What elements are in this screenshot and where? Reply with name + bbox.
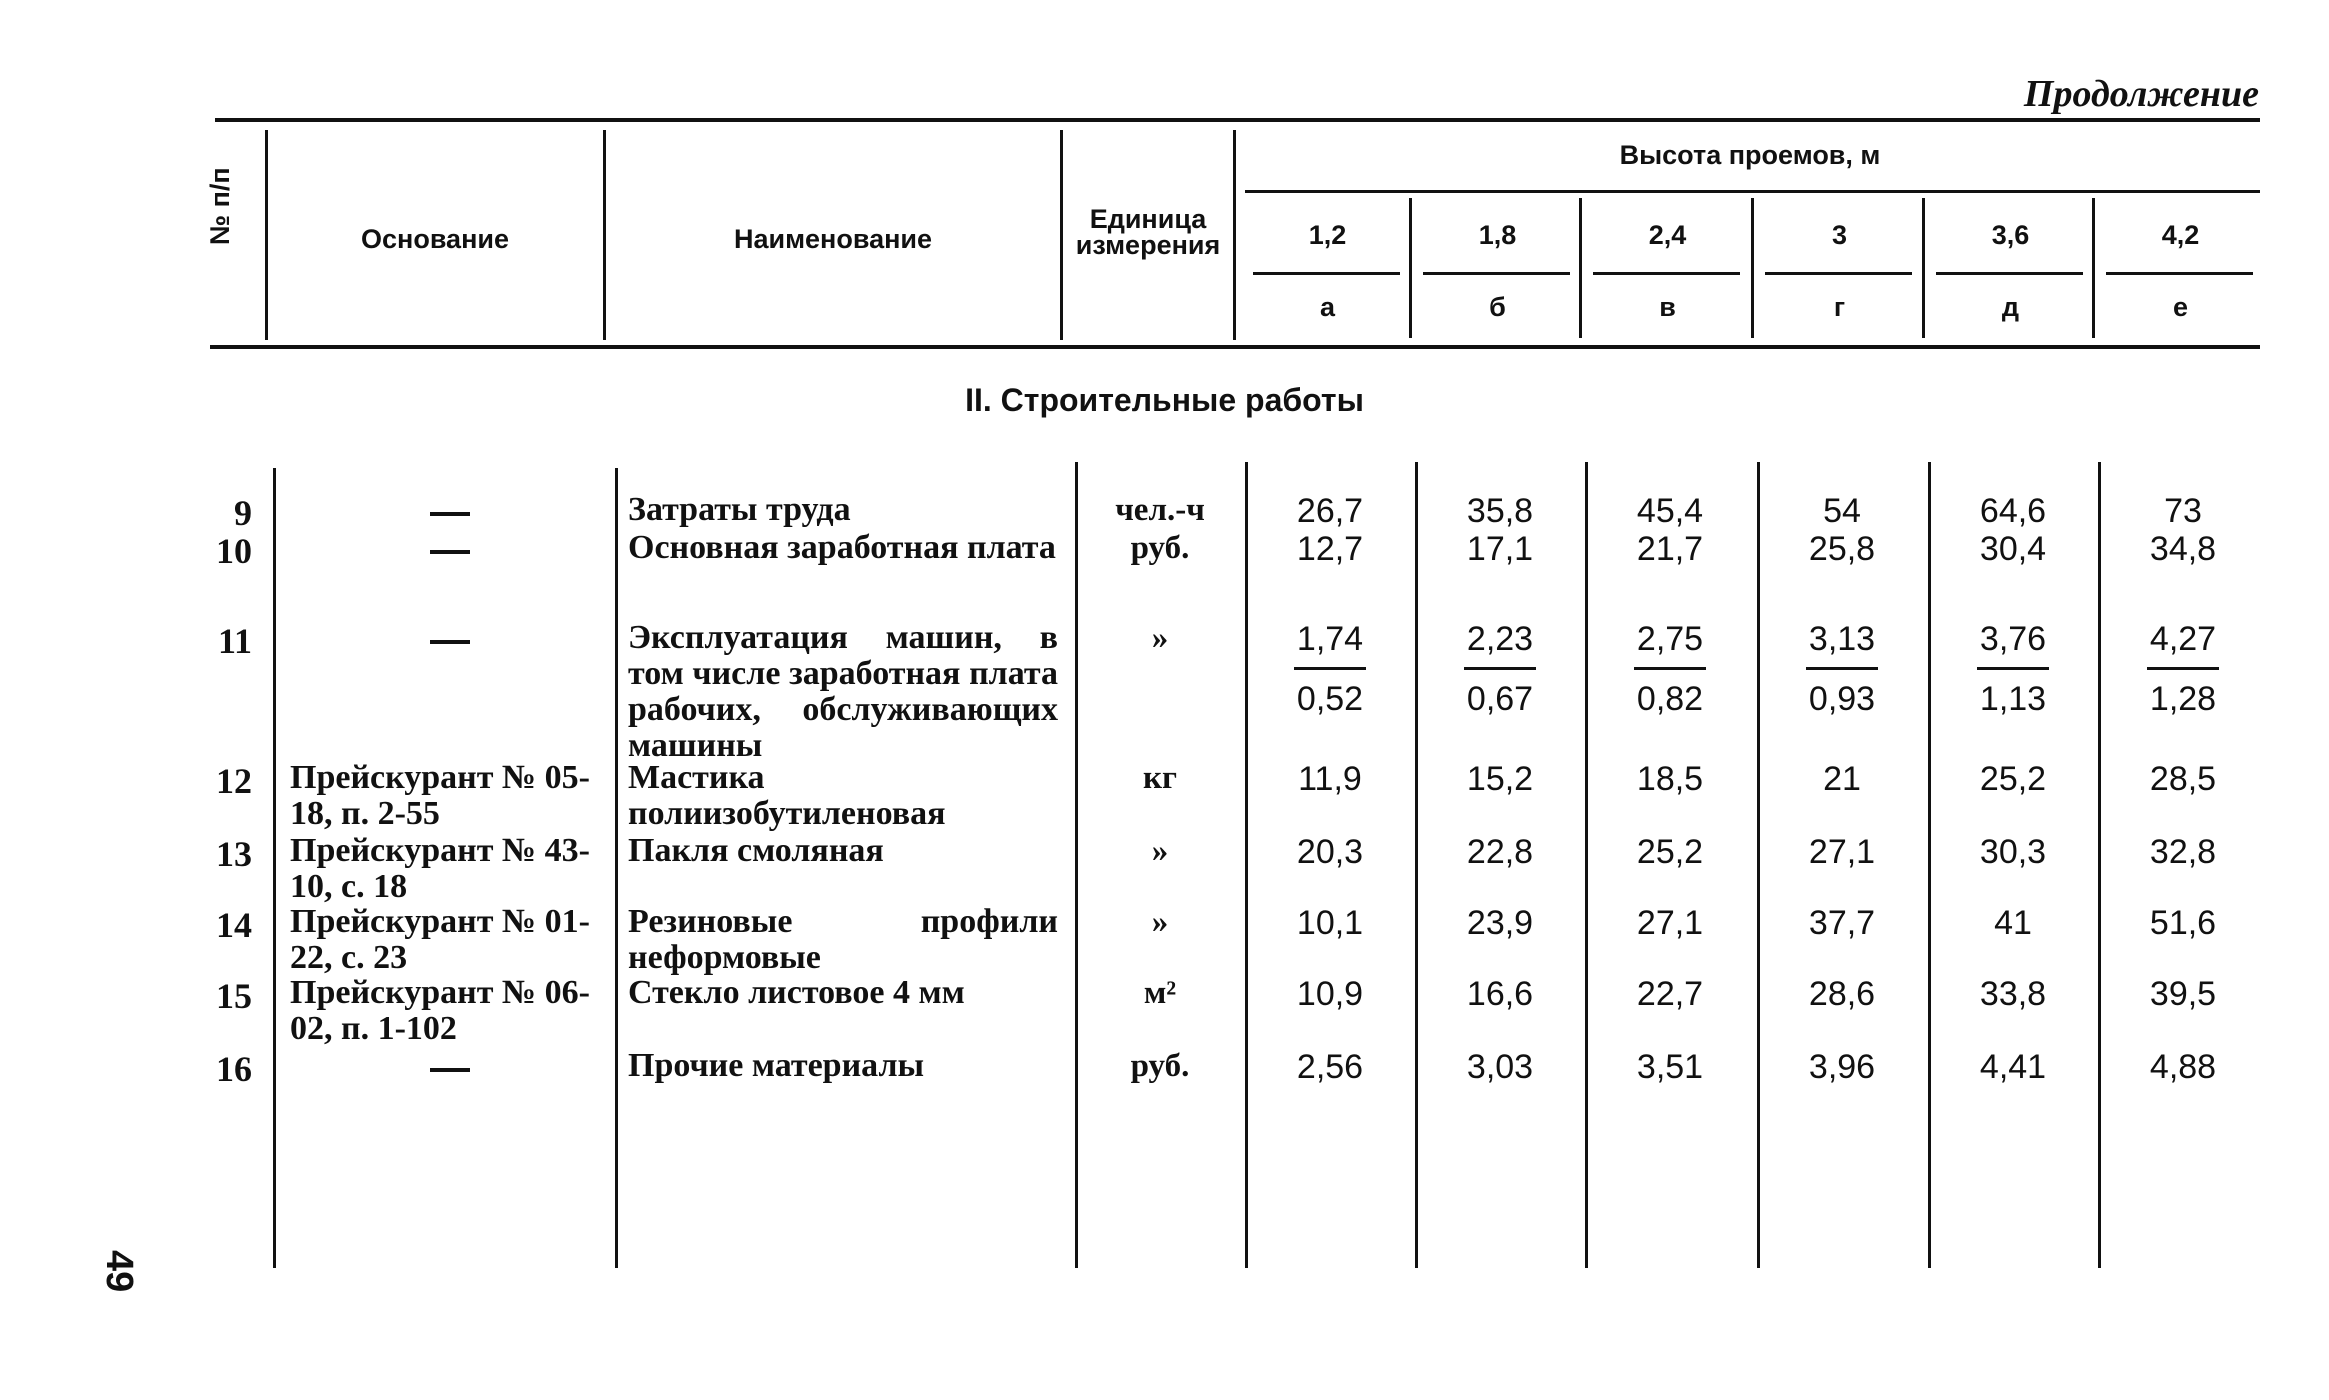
value-cell: 32,8 [2149,833,2217,871]
continuation-label: Продолжение [2023,73,2259,115]
fraction-top: 3,13 [1808,620,1876,658]
height-value: 2,4 [1648,220,1687,250]
value-cell: 3,96 [1808,1048,1876,1086]
header-name: Наименование [733,224,933,254]
value-cell: 37,7 [1808,904,1876,942]
height-value: 3 [1831,220,1848,250]
column-letter: в [1659,292,1676,322]
item-name: Эксплуатация машин, в том числе заработная плата рабочих, обслуживающих машины [628,619,1058,764]
height-col-divider [1922,198,1925,338]
value-cell: 27,1 [1636,904,1704,942]
item-name: Мастика полиизобутиленовая [628,759,946,832]
item-name: Пакля смоляная [628,832,884,869]
fraction-top: 2,75 [1636,620,1704,658]
value-cell: 10,1 [1296,904,1364,942]
value-cell: 21,7 [1636,530,1704,568]
body-vline-9 [2098,462,2101,1268]
fraction-bar [1977,667,2049,670]
page-number: 49 [98,1250,140,1293]
item-name: Резиновые профили неформовые [628,903,1058,976]
height-value: 1,8 [1478,220,1517,250]
row-number: 12 [216,761,252,801]
value-cell: 3,03 [1466,1048,1534,1086]
unit-cell: » [1151,620,1169,656]
value-cell: 3,51 [1636,1048,1704,1086]
column-letter: д [2001,292,2020,322]
value-cell: 16,6 [1466,975,1534,1013]
fraction-top: 4,27 [2149,620,2217,658]
body-vline-6 [1585,462,1588,1268]
header-basis: Основание [361,224,509,254]
header-vline-3 [1060,130,1063,340]
header-top-rule [215,118,2260,122]
height-letter-rule [1253,272,1400,275]
height-letter-rule [2106,272,2253,275]
fraction-value [1938,620,2088,719]
value-cell: 30,3 [1979,833,2047,871]
fraction-bar [1634,667,1706,670]
fraction-bottom: 0,82 [1636,680,1704,718]
value-cell: 51,6 [2149,904,2217,942]
fraction-value [1767,620,1917,719]
fraction-bottom: 0,52 [1296,680,1364,718]
value-cell: 73 [2164,492,2202,530]
fraction-value [1595,620,1745,719]
height-col-divider [2092,198,2095,338]
unit-cell: » [1151,833,1169,869]
basis-dash [430,512,470,516]
header-vline-2 [603,130,606,340]
unit-cell: » [1151,904,1169,940]
item-name: Основная заработная плата [628,529,1056,566]
body-vline-7 [1757,462,1760,1268]
value-cell: 12,7 [1296,530,1364,568]
value-cell: 10,9 [1296,975,1364,1013]
value-cell: 33,8 [1979,975,2047,1013]
height-col-divider [1409,198,1412,338]
value-cell: 2,56 [1296,1048,1364,1086]
fraction-top: 2,23 [1466,620,1534,658]
fraction-bar [2147,667,2219,670]
height-letter-rule [1936,272,2083,275]
value-cell: 22,7 [1636,975,1704,1013]
fraction-bar [1806,667,1878,670]
body-vline-4 [1245,462,1248,1268]
value-cell: 11,9 [1298,760,1362,798]
height-col-divider [1579,198,1582,338]
fraction-value [2108,620,2258,719]
heights-group-rule [1245,190,2260,193]
value-cell: 39,5 [2149,975,2217,1013]
height-col-divider [1751,198,1754,338]
value-cell: 28,5 [2149,760,2217,798]
body-vline-5 [1415,462,1418,1268]
value-cell: 35,8 [1466,492,1534,530]
value-cell: 45,4 [1636,492,1704,530]
height-letter-rule [1765,272,1912,275]
height-value: 3,6 [1991,220,2030,250]
fraction-bar [1464,667,1536,670]
row-number: 9 [234,493,252,533]
value-cell: 54 [1823,492,1861,530]
row-number: 10 [216,531,252,571]
value-cell: 22,8 [1466,833,1534,871]
basis-dash [430,550,470,554]
header-height-group: Высота проемов, м [1619,140,1881,170]
value-cell: 21 [1823,760,1861,798]
column-letter: а [1319,292,1336,322]
section-title: II. Строительные работы [965,382,1364,418]
body-vline-3 [1075,462,1078,1268]
value-cell: 26,7 [1296,492,1364,530]
value-cell: 25,8 [1808,530,1876,568]
basis-text: Прейскурант № 01-22, с. 23 [290,903,590,976]
item-name: Прочие материалы [628,1047,925,1084]
value-cell: 20,3 [1296,833,1364,871]
row-number: 13 [216,834,252,874]
header-bottom-rule [210,345,2260,349]
item-name: Стекло листовое 4 мм [628,974,965,1011]
basis-text: Прейскурант № 43-10, с. 18 [290,832,590,905]
column-letter: е [2172,292,2189,322]
height-value: 1,2 [1308,220,1347,250]
fraction-value [1425,620,1575,719]
item-name: Затраты труда [628,491,851,528]
value-cell: 4,41 [1979,1048,2047,1086]
row-number: 15 [216,976,252,1016]
fraction-value [1255,620,1405,719]
value-cell: 15,2 [1466,760,1534,798]
header-vline-4 [1233,130,1236,340]
basis-text: Прейскурант № 06-02, п. 1-102 [290,974,590,1047]
column-letter: б [1489,292,1506,322]
body-vline-8 [1928,462,1931,1268]
value-cell: 17,1 [1466,530,1534,568]
height-letter-rule [1423,272,1570,275]
row-number: 14 [216,905,252,945]
basis-dash [430,1068,470,1072]
value-cell: 18,5 [1636,760,1704,798]
height-value: 4,2 [2161,220,2200,250]
header-vline-1 [265,130,268,340]
fraction-top: 1,74 [1296,620,1364,658]
value-cell: 27,1 [1808,833,1876,871]
basis-dash [430,640,470,644]
height-letter-rule [1593,272,1740,275]
row-number: 16 [216,1049,252,1089]
header-unit: Единица измерения [1075,204,1221,260]
basis-text: Прейскурант № 05-18, п. 2-55 [290,759,590,832]
body-vline-1 [273,468,276,1268]
value-cell: 41 [1994,904,2032,942]
row-number: 11 [217,621,252,661]
value-cell: 25,2 [1636,833,1704,871]
value-cell: 34,8 [2149,530,2217,568]
fraction-bottom: 1,28 [2149,680,2217,718]
unit-cell: руб. [1130,530,1190,566]
value-cell: 30,4 [1979,530,2047,568]
fraction-bar [1294,667,1366,670]
value-cell: 4,88 [2149,1048,2217,1086]
fraction-bottom: 1,13 [1979,680,2047,718]
header-npp: № п/п [205,167,235,245]
value-cell: 28,6 [1808,975,1876,1013]
fraction-bottom: 0,93 [1808,680,1876,718]
unit-cell: кг [1143,760,1177,796]
value-cell: 64,6 [1979,492,2047,530]
unit-cell: м² [1143,975,1177,1011]
unit-cell: чел.-ч [1115,492,1205,528]
fraction-bottom: 0,67 [1466,680,1534,718]
column-letter: г [1833,292,1846,322]
value-cell: 23,9 [1466,904,1534,942]
value-cell: 25,2 [1979,760,2047,798]
unit-cell: руб. [1130,1048,1190,1084]
fraction-top: 3,76 [1979,620,2047,658]
